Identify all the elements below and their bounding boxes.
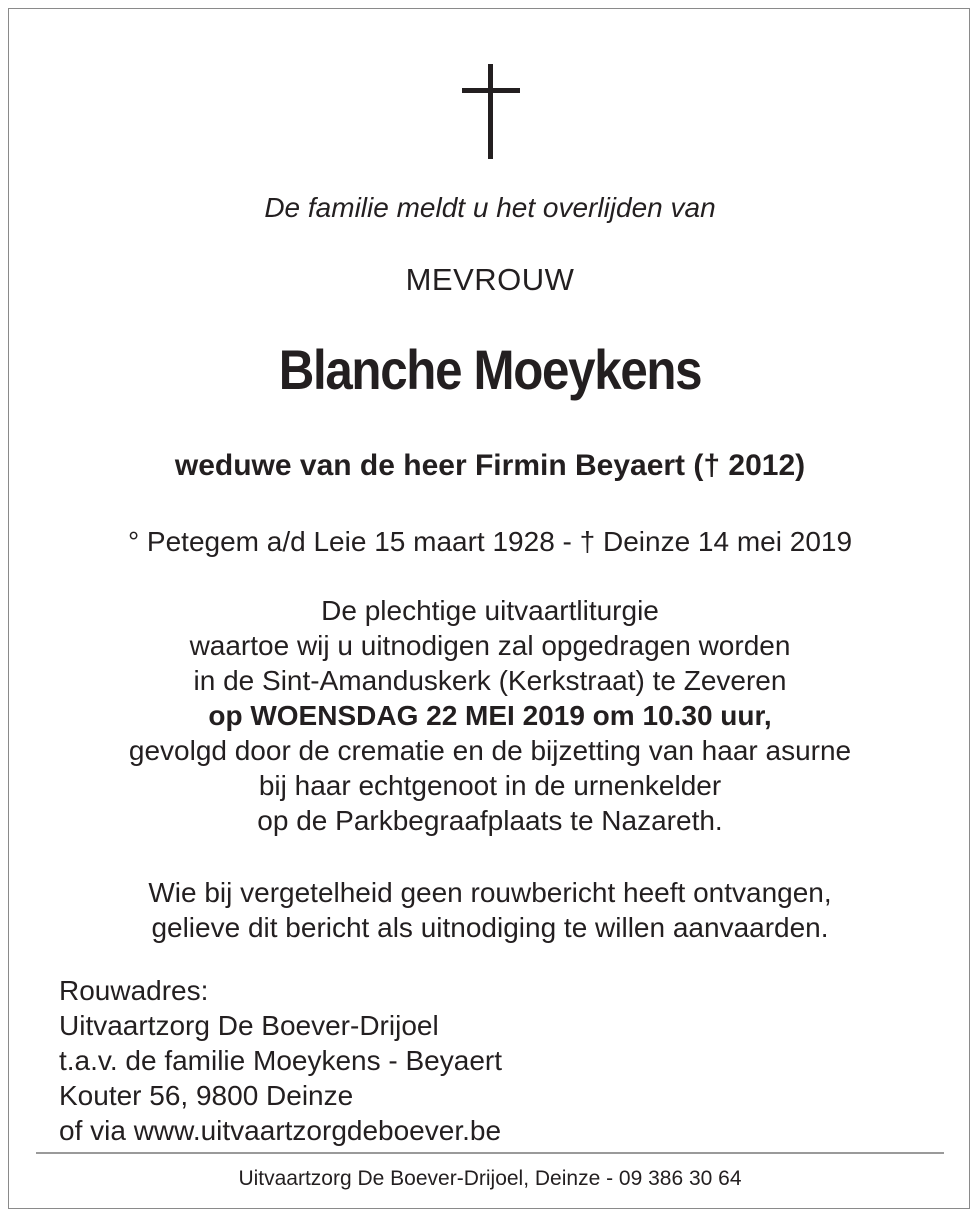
- liturgy-line: op de Parkbegraafplaats te Nazareth.: [257, 805, 723, 836]
- liturgy-date-line: op WOENSDAG 22 MEI 2019 om 10.30 uur,: [208, 700, 772, 731]
- invitation-line: gelieve dit bericht als uitnodiging te willen aanvaarden.: [151, 912, 829, 943]
- liturgy-line: De plechtige uitvaartliturgie: [321, 595, 659, 626]
- intro-text: De familie meldt u het overlijden van: [264, 192, 716, 223]
- invitation-line: Wie bij vergetelheid geen rouwbericht heeft ontvangen,: [148, 877, 832, 908]
- address-website-line: of via www.uitvaartzorgdeboever.be: [59, 1115, 502, 1146]
- liturgy-line: gevolgd door de crematie en de bijzetting van haar asurne: [128, 735, 852, 766]
- footer-divider: [36, 1152, 944, 1154]
- widow-of-line: weduwe van de heer Firmin Beyaert († 2012): [174, 449, 806, 482]
- address-heading: Rouwadres:: [59, 975, 209, 1006]
- liturgy-line: in de Sint-Amanduskerk (Kerkstraat) te Zeveren: [193, 665, 787, 696]
- footer-text: Uitvaartzorg De Boever-Drijoel, Deinze - 09 386 30 64: [238, 1167, 742, 1190]
- honorific-title: MEVROUW: [405, 262, 575, 297]
- cross-icon: [462, 64, 520, 159]
- address-line: Uitvaartzorg De Boever-Drijoel: [59, 1010, 439, 1041]
- birth-death-dates: ° Petegem a/d Leie 15 maart 1928 - † Deinze 14 mei 2019: [127, 526, 853, 557]
- address-line: Kouter 56, 9800 Deinze: [59, 1080, 354, 1111]
- invitation-block: [0, 875, 980, 945]
- address-block: [59, 973, 502, 1148]
- deceased-name: Blanche Moeykens: [278, 338, 702, 401]
- address-line: t.a.v. de familie Moeykens - Beyaert: [59, 1045, 502, 1076]
- liturgy-line: waartoe wij u uitnodigen zal opgedragen worden: [189, 630, 791, 661]
- liturgy-line: bij haar echtgenoot in de urnenkelder: [258, 770, 722, 801]
- liturgy-block: [0, 593, 980, 838]
